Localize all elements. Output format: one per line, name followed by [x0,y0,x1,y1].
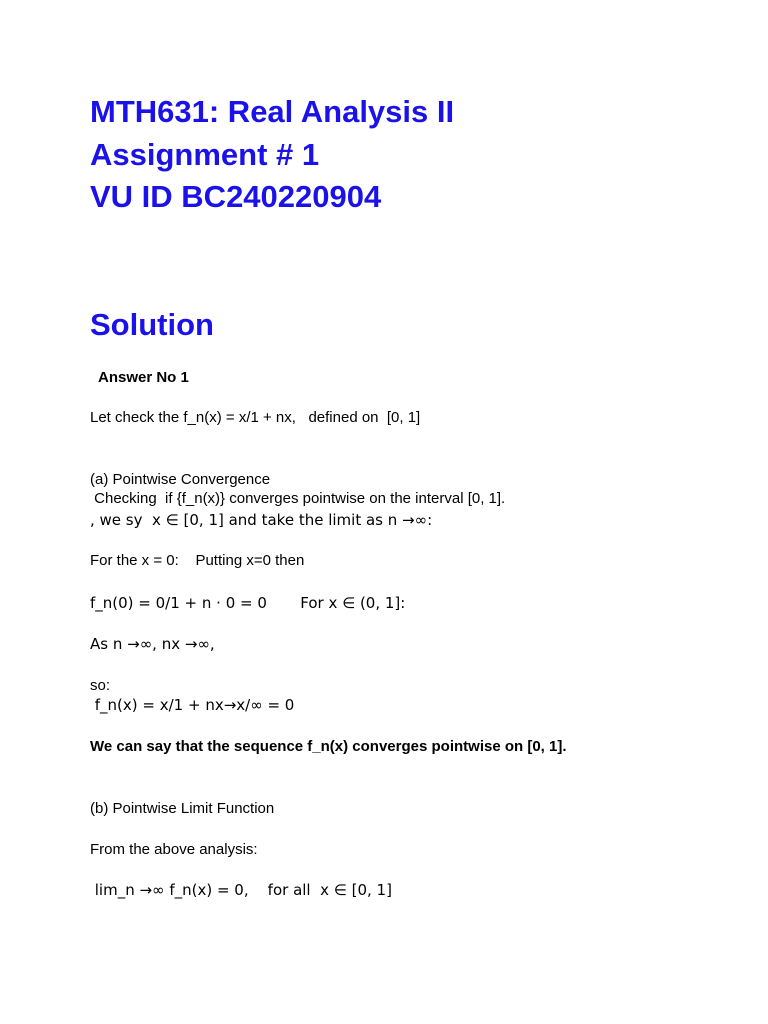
part-a-text-as-n: As n →∞, nx →∞, [90,635,215,653]
part-b-heading: (b) Pointwise Limit Function [90,800,275,817]
document-title-assignment: Assignment # 1 [90,137,320,172]
intro-text: Let check the f_n(x) = x/1 + nx, defined on [0, 1] [90,409,421,426]
part-a-text-so: so: [90,677,111,694]
part-a-conclusion: We can say that the sequence f_n(x) converges pointwise on [0, 1]. [90,738,567,755]
part-b-equation-limit: lim_n →∞ f_n(x) = 0, for all x ∈ [0, 1] [90,881,392,899]
document-title-course: MTH631: Real Analysis II [90,94,455,129]
part-a-equation-fn0: f_n(0) = 0/1 + n · 0 = 0 For x ∈ (0, 1]: [90,594,406,612]
solution-heading: Solution [90,307,214,342]
answer-label: Answer No 1 [98,369,189,386]
part-a-text-checking: Checking if {f_n(x)} converges pointwise on the interval [0, 1]. [90,490,506,507]
part-a-heading: (a) Pointwise Convergence [90,471,271,488]
part-a-text-limit: , we sy x ∈ [0, 1] and take the limit as n →∞: [90,511,433,529]
part-a-equation-limit: f_n(x) = x/1 + nx→x/∞ = 0 [90,696,295,714]
part-b-text-analysis: From the above analysis: [90,841,258,858]
part-a-text-x-zero: For the x = 0: Putting x=0 then [90,552,305,569]
document-title-id: VU ID BC240220904 [90,179,382,214]
